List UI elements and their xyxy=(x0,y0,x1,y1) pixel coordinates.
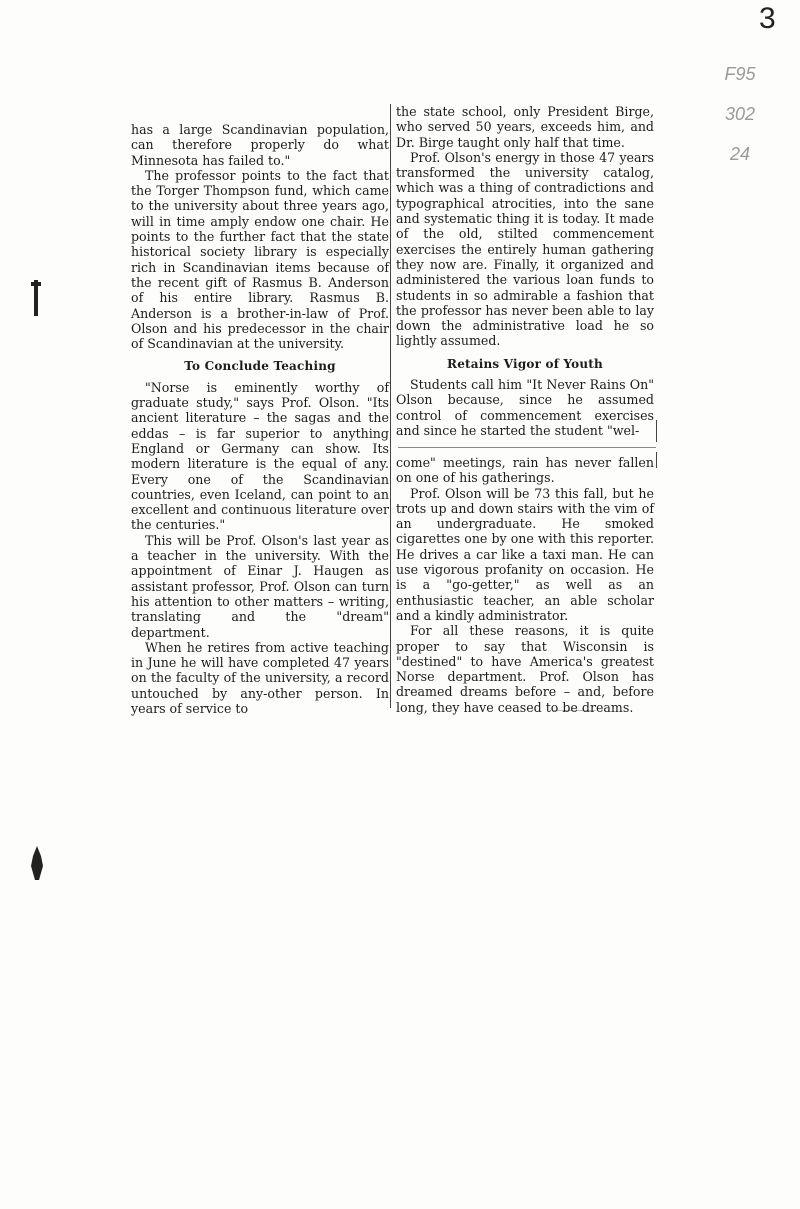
paragraph: The professor points to the fact that the Torger Thompson fund, which came to the university about three years ago, will in time amply endow one chair. He points to the further fact that the state historical society library is especially rich in Scandinavian items because of the recent gift of Rasmus B. Anderson of his entire library. Rasmus B. Anderson is a brother-in-law of Prof. Olson and his predecessor in the chair of Scandinavian at the university. xyxy=(131,167,389,352)
clipping-cut-line xyxy=(398,447,656,448)
binder-clip-mark-top xyxy=(30,280,42,316)
handwritten-note-2: 302 xyxy=(724,104,756,124)
subheading-retains-vigor-of-youth: Retains Vigor of Youth xyxy=(447,356,603,371)
column-rule-top xyxy=(390,104,391,708)
paragraph: This will be Prof. Olson's last year as a teacher in the university. With the appointment of Einar J. Haugen as assistant professor, Prof. Olson can turn his attention to other matters – writing, translating and the "dream" department. xyxy=(131,532,389,640)
paragraph: the state school, only President Birge, who served 50 years, exceeds him, and Dr. Birge taught only half that time. xyxy=(396,104,654,150)
right-column-top xyxy=(396,104,654,438)
paragraph: Prof. Olson's energy in those 47 years transformed the university catalog, which was a thing of contradictions and typographical atrocities, into the sane and systematic thing it is today. It made of the old, stilted commencement exercises the entirely human gathering they now are. Finally, it organized and administered the various loan funds to students in so admirable a fashion that the professor has never been able to lay down the administrative load he so lightly assumed. xyxy=(396,149,654,349)
paragraph: "Norse is eminently worthy of graduate study," says Prof. Olson. "Its ancient literature – the sagas and the eddas – is far superior to anything England or Germany can show. Its modern literature is the equal of any. Every one of the Scandinavian countries, even Iceland, can point to an excellent and continuous literature over the centuries." xyxy=(131,379,389,533)
paragraph: Students call him "It Never Rains On" Olson because, since he assumed control of commencement exercises and since he started the student "wel- xyxy=(396,377,654,438)
page-number: 3 xyxy=(759,2,776,35)
left-column xyxy=(131,122,389,716)
right-column-bottom xyxy=(396,455,654,715)
subheading-to-conclude-teaching: To Conclude Teaching xyxy=(184,359,336,374)
paragraph: has a large Scandinavian population, can therefore properly do what Minnesota has failed to." xyxy=(131,122,389,168)
binder-clip-mark-bottom xyxy=(30,846,44,880)
handwritten-note-3: 24 xyxy=(729,144,751,164)
paragraph: Prof. Olson will be 73 this fall, but he trots up and down stairs with the vim of an undergraduate. He smoked cigarettes one by one with this reporter. He drives a car like a taxi man. He can use vigorous profanity on occasion. He is a "go-getter," as well as an enthusiastic teacher, an able scholar and a kindly administrator. xyxy=(396,485,654,623)
paragraph: For all these reasons, it is quite proper to say that Wisconsin is "destined" to have America's greatest Norse department. Prof. Olson has dreamed dreams before – and, before long, they have ceased to be dreams. xyxy=(396,623,654,715)
handwritten-note-1: F95 xyxy=(724,64,756,84)
margin-rule-1 xyxy=(656,420,657,442)
margin-rule-2 xyxy=(656,452,657,468)
paragraph: When he retires from active teaching in June he will have completed 47 years on the faculty of the university, a record untouched by any-other person. In years of service to xyxy=(131,639,389,716)
paragraph: come" meetings, rain has never fallen on one of his gatherings. xyxy=(396,455,654,486)
